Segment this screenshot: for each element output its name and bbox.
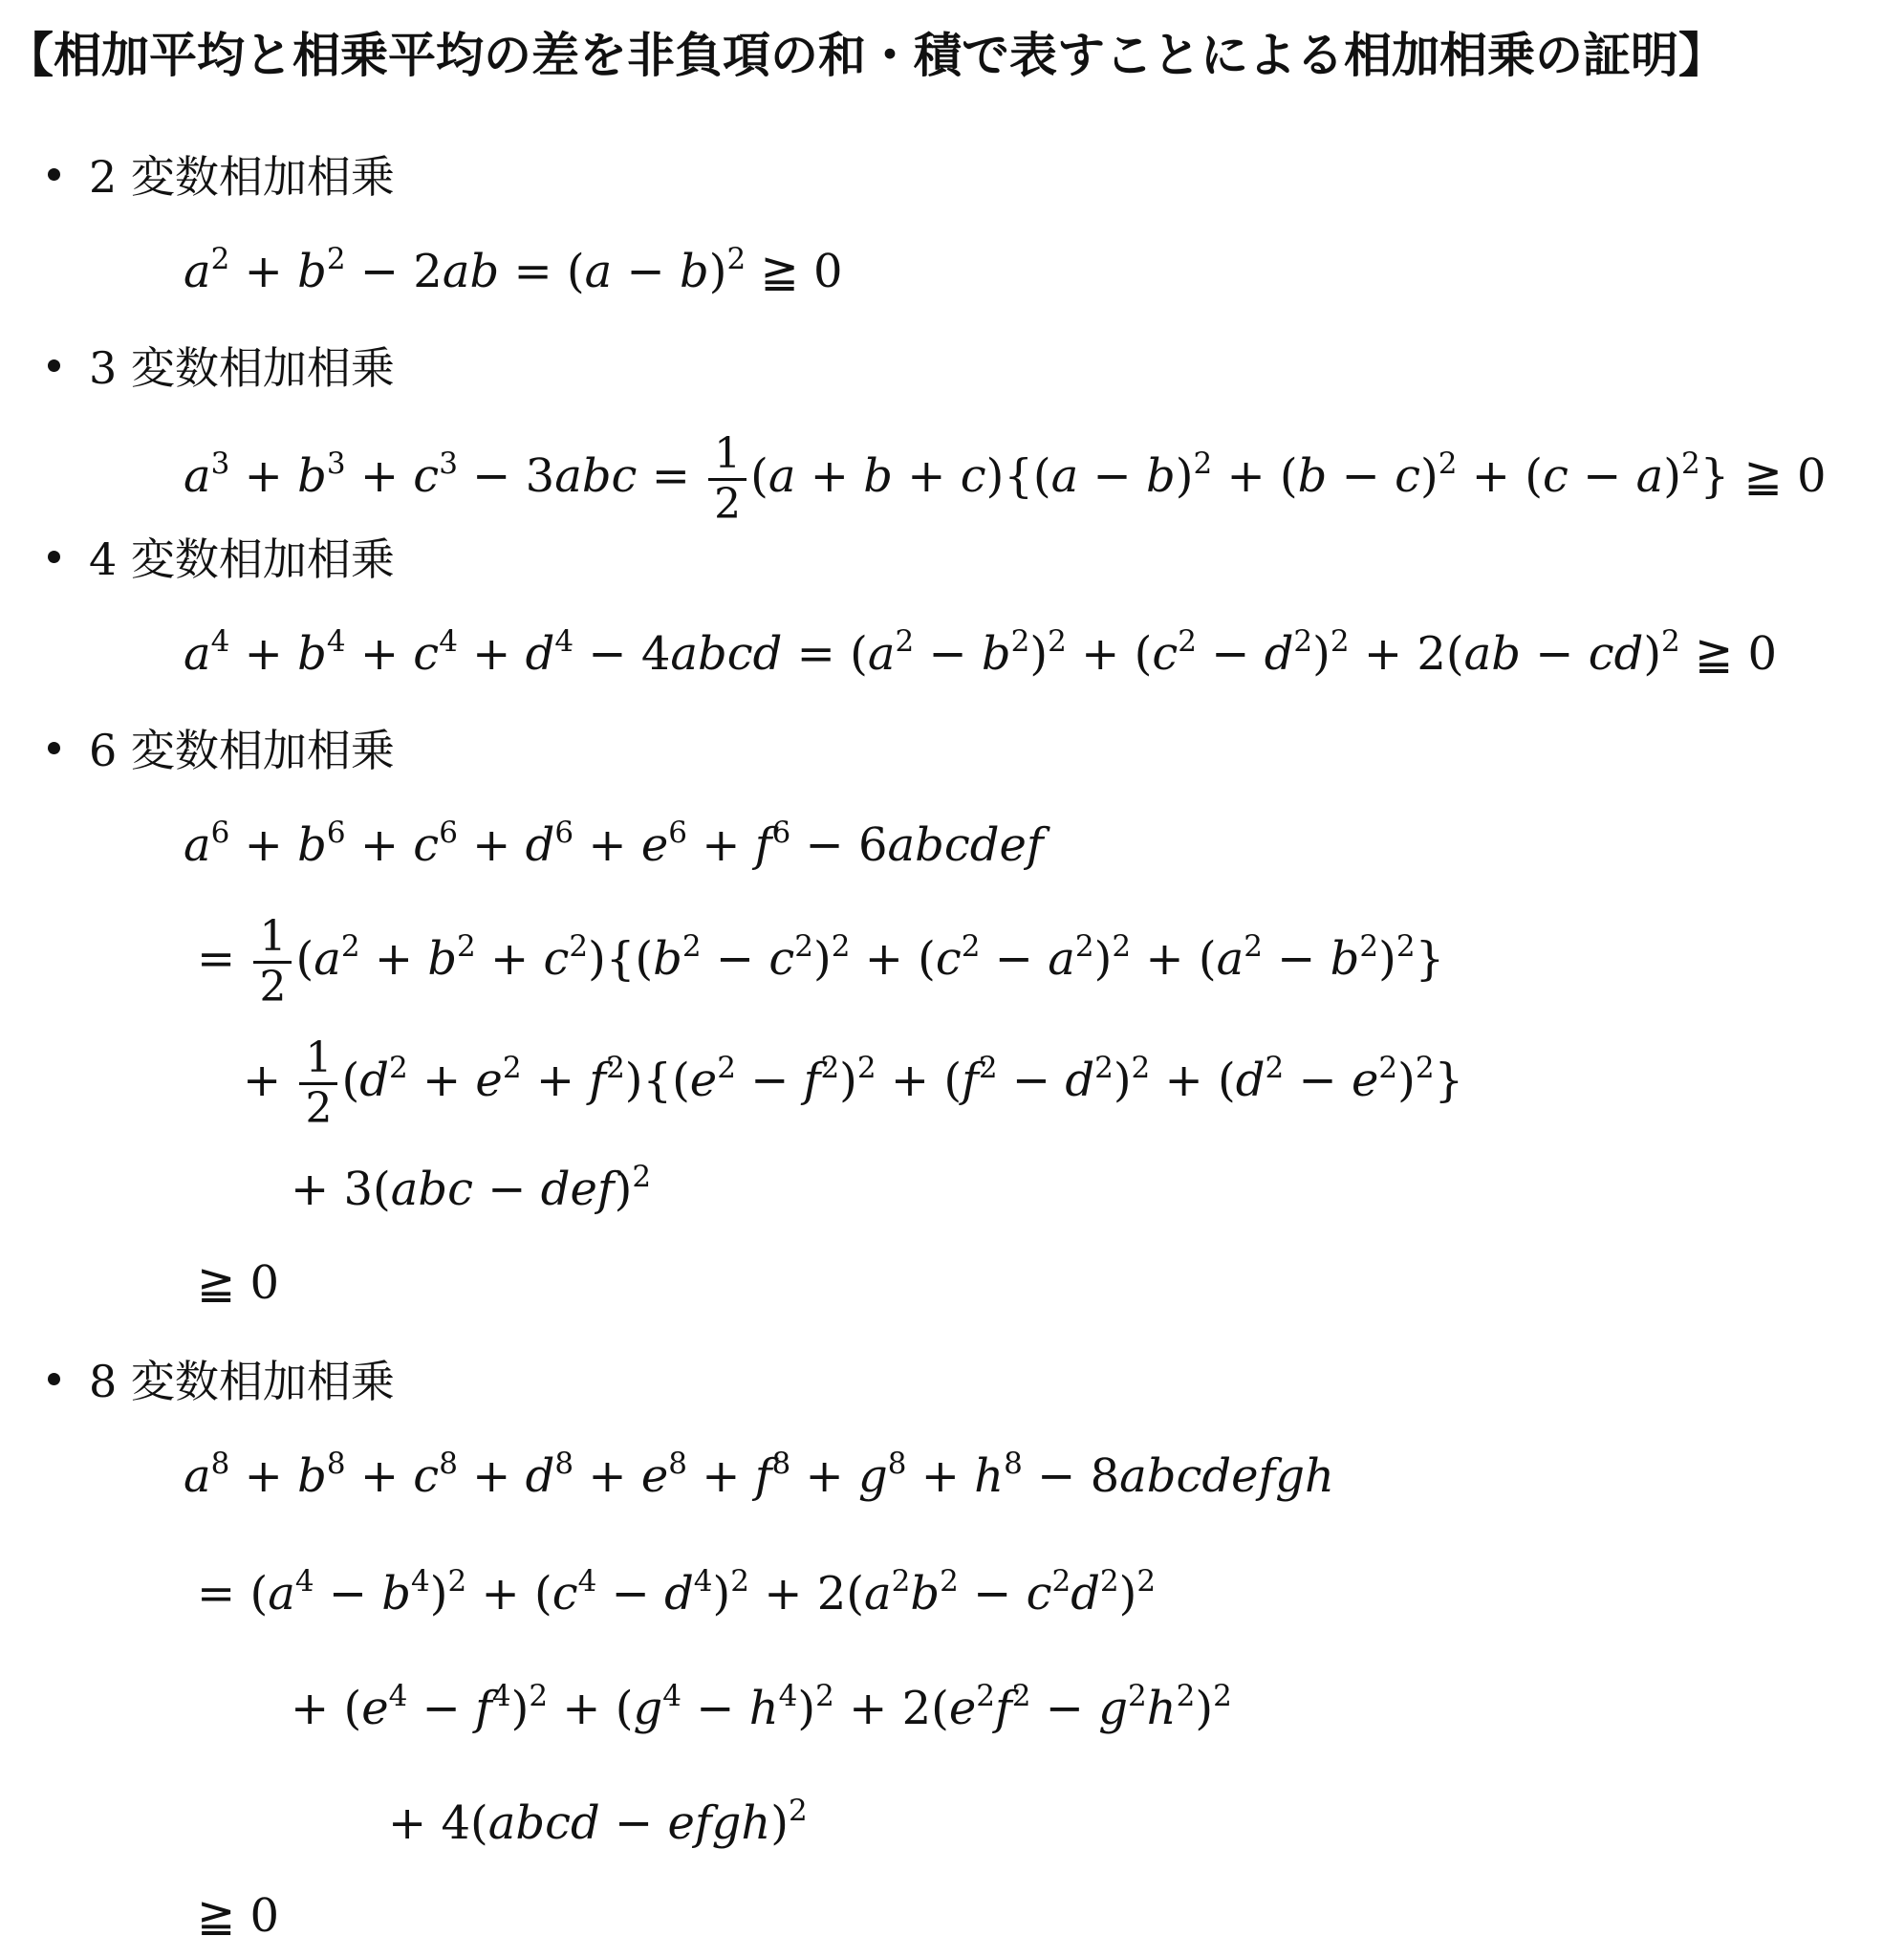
- equation-8var-line5: ≧ 0: [197, 1889, 280, 1943]
- equation-6var-line5: ≧ 0: [197, 1256, 280, 1310]
- equation-8var-line3: + $(e^4 - f^4)^2 + (g^4 - h^4)^2 + 2(e^2f^2 - g^2h^2)^2$: [291, 1678, 1232, 1735]
- equation-3var: $a^3 + b^3 + c^3 - 3abc$ = $\frac{1}{2}$ $(a + b + c)\{(a - b)^2 + (b - c)^2 + (c - a)^2\}$ ≧ 0: [184, 429, 1827, 529]
- section-label: 8 変数相加相乗: [89, 1356, 395, 1407]
- bullet-dot: [48, 168, 60, 181]
- section-label: 3 変数相加相乗: [89, 342, 395, 394]
- equation-8var-line1: $a^8 + b^8 + c^8 + d^8 + e^8 + f^8 + g^8 + h^8$ − 8abcdefgh: [184, 1446, 1334, 1503]
- equation-2var: $a^2 + b^2 - 2ab = (a - b)^2$ ≧ 0: [184, 241, 843, 298]
- equation-6var-line2: = $\frac{1}{2}$ $(a^2 + b^2 + c^2)\{(b^2 - c^2)^2 + (c^2 - a^2)^2 + (a^2 - b^2)^2\}$: [197, 912, 1445, 1012]
- section-heading: [48, 526, 395, 587]
- equation-6var-line3: + $\frac{1}{2}$ $(d^2 + e^2 + f^2)\{(e^2 - f^2)^2 + (f^2 - d^2)^2 + (d^2 - e^2)^2\}$: [243, 1033, 1464, 1133]
- section-heading: [48, 717, 395, 778]
- equation-6var-line1: $a^6 + b^6 + c^6 + d^6 + e^6 + f^6$ − 6abcdef: [184, 815, 1044, 872]
- equation-4var: $a^4 + b^4 + c^4 + d^4$ − 4abcd = $(a^2 - b^2)^2 + (c^2 - d^2)^2 + 2(ab - cd)^2$ ≧ 0: [184, 623, 1778, 681]
- section-label: 2 変数相加相乗: [89, 151, 395, 203]
- bullet-dot: [48, 551, 60, 563]
- bullet-dot: [48, 742, 60, 754]
- fraction-one-half: $\frac{1}{2}$: [299, 1034, 337, 1133]
- bullet-dot: [48, 359, 60, 372]
- equation-8var-line4: + 4(abcd − efgh)$^2$: [388, 1793, 808, 1850]
- section-heading: [48, 335, 395, 396]
- fraction-one-half: $\frac{1}{2}$: [708, 430, 746, 529]
- fraction-one-half: $\frac{1}{2}$: [253, 913, 292, 1012]
- page-title: 【相加平均と相乗平均の差を非負項の和・積で表すことによる相加相乗の証明】: [6, 28, 1726, 83]
- section-heading: [48, 1348, 395, 1409]
- equation-6var-line4: + 3(abc − def)$^2$: [291, 1159, 652, 1216]
- bullet-dot: [48, 1373, 60, 1385]
- equation-8var-line2: = $(a^4 - b^4)^2 + (c^4 - d^4)^2 + 2(a^2b^2 - c^2d^2)^2$: [197, 1563, 1157, 1621]
- section-label: 6 変数相加相乗: [89, 725, 395, 776]
- section-label: 4 変数相加相乗: [89, 533, 395, 585]
- section-heading: [48, 143, 395, 205]
